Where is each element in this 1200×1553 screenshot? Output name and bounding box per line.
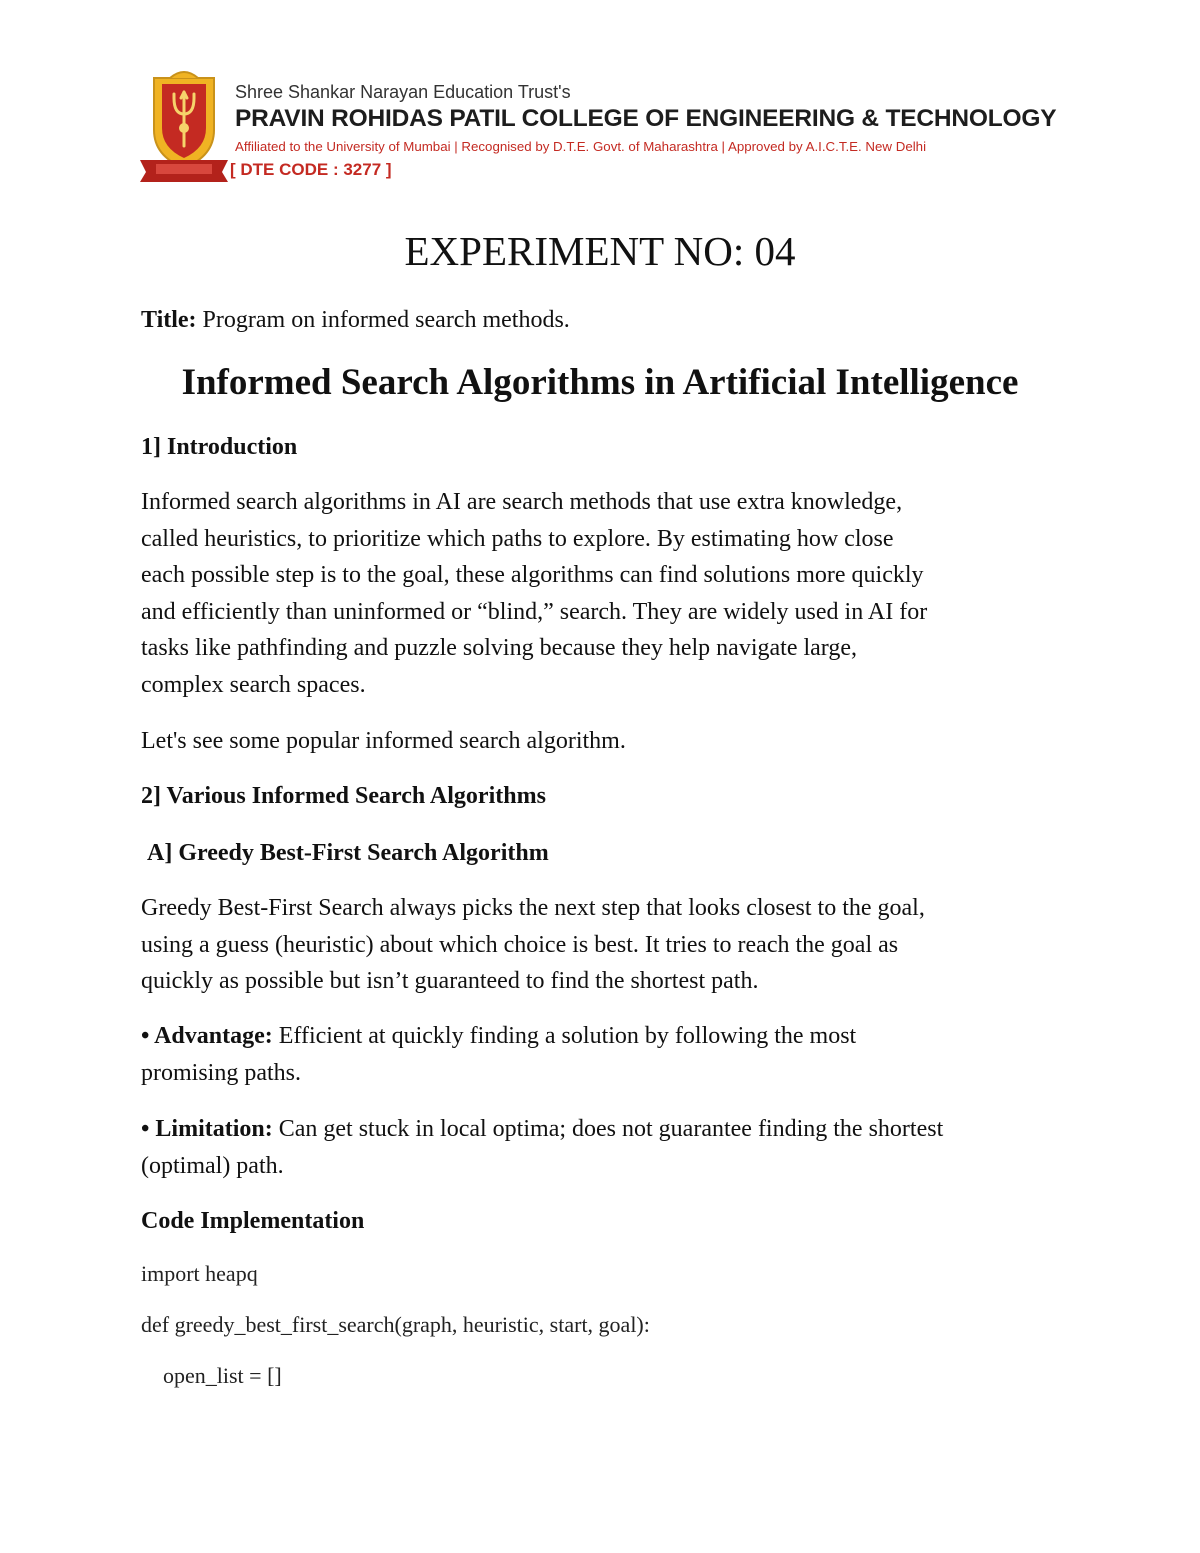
intro-line: tasks like pathfinding and puzzle solving because they help navigate large, xyxy=(141,635,858,661)
limitation-text: Can get stuck in local optima; does not guarantee finding the shortest xyxy=(272,1116,944,1142)
intro-line: and efficiently than uninformed or “blind,” search. They are widely used in AI for xyxy=(141,598,928,625)
intro-line: Informed search algorithms in AI are search methods that use extra knowledge, xyxy=(141,489,903,515)
intro-line: each possible step is to the goal, these algorithms can find solutions more quickly xyxy=(141,562,924,588)
college-name: PRAVIN ROHIDAS PATIL COLLEGE OF ENGINEERING & TECHNOLOGY xyxy=(235,105,1057,132)
greedy-line: Greedy Best-First Search always picks the next step that looks closest to the goal, xyxy=(141,895,925,921)
title-label: Title: xyxy=(141,307,197,333)
dte-code: [ DTE CODE : 3277 ] xyxy=(230,160,392,179)
trust-name: Shree Shankar Narayan Education Trust's xyxy=(235,82,571,102)
title-line xyxy=(141,302,1071,339)
advantage-text-cont: promising paths. xyxy=(141,1059,301,1086)
limitation-paragraph xyxy=(141,1111,1071,1184)
advantage-paragraph xyxy=(141,1018,1071,1091)
main-heading: Informed Search Algorithms in Artificial Intelligence xyxy=(181,362,1019,403)
code-line: open_list = [] xyxy=(141,1363,282,1388)
advantage-text: Efficient at quickly finding a solution by following the most xyxy=(272,1023,857,1049)
intro-line: called heuristics, to prioritize which paths to explore. By estimating how close xyxy=(141,525,894,552)
affiliation-line: Affiliated to the University of Mumbai | Recognised by D.T.E. Govt. of Maharashtra | Approved by A.I.C.T.E. New Delhi xyxy=(235,139,927,154)
code-heading: Code Implementation xyxy=(141,1208,365,1234)
title-text: Program on informed search methods. xyxy=(196,307,570,333)
advantage-label: • Advantage: xyxy=(141,1023,273,1049)
limitation-text-cont: (optimal) path. xyxy=(141,1152,284,1179)
section-heading-introduction: 1] Introduction xyxy=(141,434,298,460)
college-logo-icon xyxy=(138,68,230,186)
greedy-line: using a guess (heuristic) about which choice is best. It tries to reach the goal as xyxy=(141,931,899,958)
limitation-label: • Limitation: xyxy=(141,1116,273,1142)
subsection-heading-greedy: A] Greedy Best-First Search Algorithm xyxy=(147,840,549,866)
section-heading-informed-algorithms: 2] Various Informed Search Algorithms xyxy=(141,783,546,809)
intro-followup: Let's see some popular informed search algorithm. xyxy=(141,728,626,754)
code-line: import heapq xyxy=(141,1261,258,1286)
greedy-line: quickly as possible but isn’t guaranteed to find the shortest path. xyxy=(141,968,759,994)
greedy-paragraph xyxy=(141,890,1071,1000)
intro-line: complex search spaces. xyxy=(141,671,366,698)
experiment-title: EXPERIMENT NO: 04 xyxy=(404,228,796,274)
letterhead xyxy=(138,68,1058,188)
intro-paragraph xyxy=(141,484,1071,703)
code-line: def greedy_best_first_search(graph, heuristic, start, goal): xyxy=(141,1312,650,1337)
